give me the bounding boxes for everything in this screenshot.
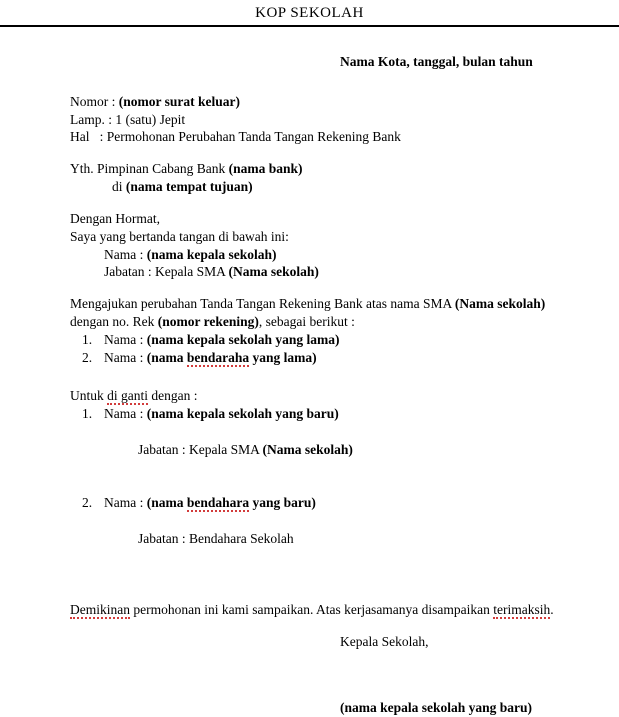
signer-name-line bbox=[70, 246, 579, 264]
list-item bbox=[70, 349, 579, 367]
recipient-di-label: di bbox=[112, 179, 126, 195]
opening-block bbox=[70, 210, 579, 281]
closing-text-mid: permohonan ini kami sampaikan. Atas kerjasamanya disampaikan bbox=[130, 602, 494, 618]
value-prefix: (nama bbox=[146, 495, 187, 511]
header-divider bbox=[0, 25, 619, 27]
spacer bbox=[70, 380, 579, 387]
closing-paragraph bbox=[70, 601, 579, 619]
list-item-label: Nama : bbox=[104, 495, 147, 511]
signer-school-value: (Nama sekolah) bbox=[228, 264, 319, 280]
list-item-label: Nama : bbox=[104, 349, 147, 365]
list-item-value: (nama kepala sekolah yang baru) bbox=[146, 406, 339, 422]
list-item-number: 2. bbox=[82, 495, 93, 511]
signature-name: (nama kepala sekolah yang baru) bbox=[340, 699, 533, 715]
signer-name-label: Nama : bbox=[104, 246, 147, 262]
recipient-block bbox=[70, 160, 579, 196]
list-item-number: 2. bbox=[82, 349, 93, 365]
misspelled-word: di ganti bbox=[107, 388, 148, 404]
request-part-1: Mengajukan perubahan Tanda Tangan Rekening Bank atas nama SMA bbox=[70, 296, 455, 312]
list-item bbox=[70, 494, 579, 583]
request-block bbox=[70, 295, 579, 366]
salutation: Dengan Hormat, bbox=[70, 210, 160, 226]
recipient-place: (nama tempat tujuan) bbox=[125, 179, 253, 195]
list-item-value bbox=[147, 495, 316, 512]
letter-body bbox=[0, 53, 619, 717]
header-block bbox=[70, 93, 579, 146]
list-item-sub-line bbox=[104, 441, 579, 459]
date-line: Nama Kota, tanggal, bulan tahun bbox=[340, 54, 533, 69]
list-item-label: Nama : bbox=[104, 331, 147, 347]
intro-line: Saya yang bertanda tangan di bawah ini: bbox=[70, 228, 289, 244]
nomor-line bbox=[70, 93, 579, 111]
sub-label: Jabatan : Kepala SMA bbox=[138, 441, 263, 457]
value-suffix: yang baru) bbox=[249, 495, 316, 511]
recipient-line-1 bbox=[70, 160, 579, 178]
misspelled-word: bendahara bbox=[186, 495, 250, 511]
list-item bbox=[70, 405, 579, 494]
sub-label: Jabatan : Bendahara Sekolah bbox=[138, 530, 294, 546]
request-account-number: (nomor rekening) bbox=[157, 313, 259, 329]
list-item-number: 1. bbox=[82, 406, 93, 422]
recipient-line-2 bbox=[70, 178, 579, 196]
replacement-heading-post: dengan : bbox=[148, 388, 198, 404]
letterhead-title: KOP SEKOLAH bbox=[255, 5, 364, 21]
new-signers-list bbox=[70, 405, 579, 583]
list-item-number: 1. bbox=[82, 331, 93, 347]
request-part-2: dengan no. Rek bbox=[70, 296, 549, 329]
recipient-bank-name: (nama bank) bbox=[228, 161, 303, 177]
old-signers-list bbox=[70, 331, 579, 367]
misspelled-word: Demikinan bbox=[70, 602, 130, 618]
replacement-heading-pre: Untuk bbox=[70, 388, 108, 404]
recipient-label: Yth. Pimpinan Cabang Bank bbox=[70, 161, 229, 177]
lamp-line: Lamp. : 1 (satu) Jepit bbox=[70, 111, 186, 127]
request-part-3: , sebagai berikut : bbox=[258, 313, 355, 329]
misspelled-word: bendaraha bbox=[186, 349, 250, 365]
misspelled-word: terimaksih bbox=[493, 602, 551, 618]
list-item-sub-line bbox=[104, 530, 579, 548]
replacement-block bbox=[70, 387, 579, 583]
signer-name-value: (nama kepala sekolah) bbox=[146, 246, 277, 262]
value-prefix: (nama bbox=[146, 349, 187, 365]
request-school-name: (Nama sekolah) bbox=[454, 296, 546, 312]
list-item-label: Nama : bbox=[104, 406, 147, 422]
list-item-value bbox=[147, 350, 317, 367]
request-paragraph bbox=[70, 295, 579, 331]
replacement-heading bbox=[70, 387, 579, 405]
hal-line: Hal : Permohonan Perubahan Tanda Tangan Rekening Bank bbox=[70, 129, 401, 145]
nomor-label: Nomor : bbox=[70, 93, 119, 109]
sub-value: (Nama sekolah) bbox=[262, 441, 353, 457]
signature-label: Kepala Sekolah, bbox=[340, 634, 429, 650]
list-item bbox=[70, 331, 579, 349]
signer-position-label: Jabatan : Kepala SMA bbox=[104, 264, 229, 280]
list-item-value: (nama kepala sekolah yang lama) bbox=[146, 331, 340, 347]
closing-text-tail: . bbox=[550, 602, 554, 618]
value-suffix: yang lama) bbox=[249, 349, 317, 365]
signer-position-line bbox=[70, 263, 579, 281]
nomor-value: (nomor surat keluar) bbox=[118, 93, 240, 109]
